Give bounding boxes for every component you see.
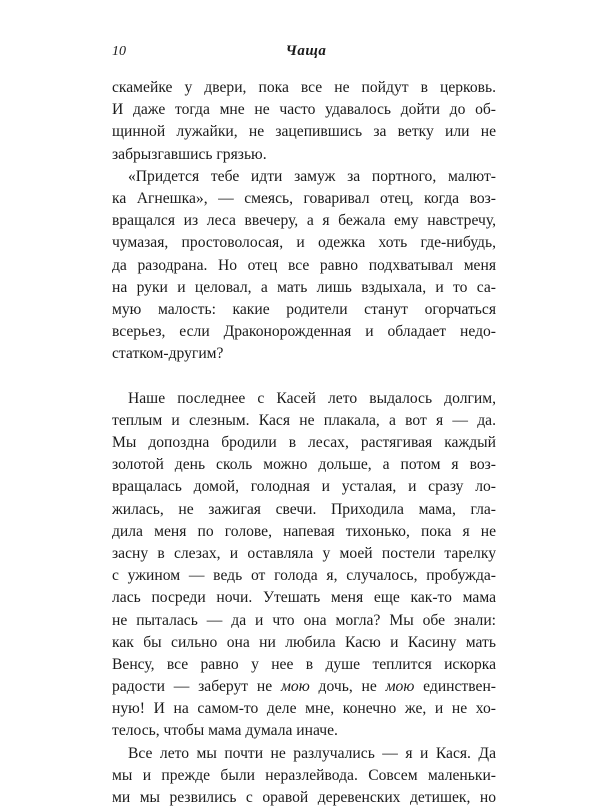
page-number: 10 [112, 44, 126, 59]
text-line: И даже тогда мне не часто удавалось дойти до об- [112, 101, 496, 119]
text-line: забрызгавшись грязью. [112, 145, 267, 163]
text-line: ми мы резвились с оравой деревенских детишек, но [112, 789, 496, 806]
text-line: мую малость: какие родители станут огорчаться [112, 300, 496, 318]
text-line: радости — заберут не мою дочь, не мою единствен- [112, 678, 496, 696]
text-line: как бы сильно она ни любила Касю и Касину мать [112, 633, 496, 651]
running-head [112, 44, 500, 66]
text-line: не пыталась — да и что она могла? Мы обе знали: [112, 611, 496, 629]
text-line: телось, чтобы мама думала иначе. [112, 722, 338, 740]
running-title: Чаща [285, 43, 327, 59]
text-line: жилась, не зажигая свечи. Приходила мама, гла- [112, 500, 496, 518]
body-text [112, 77, 496, 809]
text-line: дила меня по голове, напевая тихонько, пока я не [112, 522, 496, 540]
text-line: ную! И на самом-то деле мне, конечно же, и не хо- [112, 700, 496, 718]
text-line: теплым и слезным. Кася не плакала, а вот я — да. [112, 411, 496, 429]
text-line: с ужином — ведь от голода я, случалось, пробужда- [112, 567, 496, 585]
text-line: статком-другим? [112, 345, 224, 363]
text-line: мы и прежде были неразлейвода. Совсем маленьки- [112, 766, 496, 784]
text-line: ка Агнешка», — смеясь, говаривал отец, когда воз- [112, 189, 496, 207]
text-line: чумазая, простоволосая, и одежка хоть где-нибудь, [112, 234, 496, 252]
text-line: скамейке у двери, пока все не пойдут в церковь. [112, 79, 496, 96]
text-line: всерьез, если Драконорожденная и обладает недо- [112, 323, 496, 341]
text-line: Все лето мы почти не разлучались — я и Кася. Да [128, 744, 496, 762]
text-line: щинной лужайки, не зацепившись за ветку или не [112, 123, 496, 141]
text-line: Наше последнее с Касей лето выдалось долгим, [128, 389, 496, 407]
section-break [112, 365, 496, 387]
text-line: на руки и целовал, а мать лишь вздыхала, и то са- [112, 278, 496, 296]
text-line: Мы допоздна бродили в лесах, растягивая каждый [112, 434, 496, 451]
text-line: золотой день сколь можно дольше, а потом я воз- [112, 456, 496, 474]
text-line: лась посреди ночи. Утешать меня еще как-то мама [112, 589, 496, 607]
text-line: Венсу, все равно у нее в душе теплится искорка [112, 655, 496, 673]
text-line: вращалась домой, голодная и усталая, и сразу ло- [112, 478, 496, 496]
emphasis-text: мою [280, 678, 310, 696]
text-line: вращался из леса ввечеру, а я бежала ему навстречу, [112, 212, 496, 230]
text-line: да разодрана. Но отец все равно подхватывал меня [112, 256, 496, 274]
text-line: «Придется тебе идти замуж за портного, малют- [128, 167, 496, 185]
text-line: засну в слезах, и оставляла у моей постели тарелку [112, 544, 496, 562]
emphasis-text: мою [385, 678, 415, 696]
